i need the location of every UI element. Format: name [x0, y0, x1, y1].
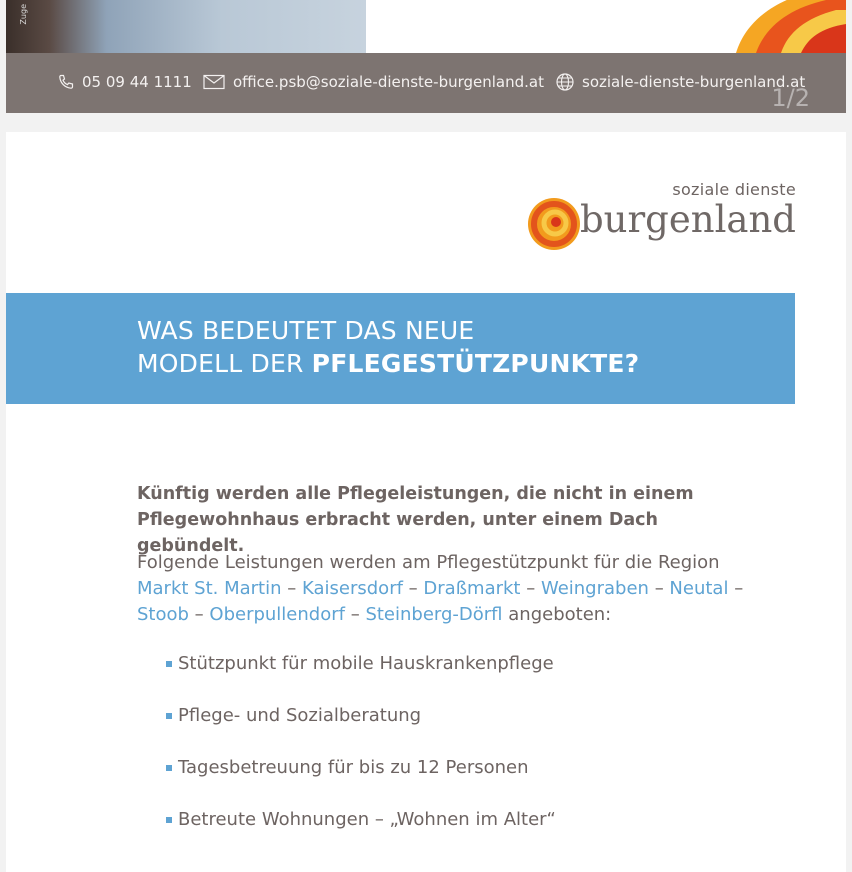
flame-graphic	[726, 0, 846, 53]
region-separator: –	[194, 604, 204, 625]
logo-name: burgenland	[579, 198, 796, 241]
services-list	[166, 652, 556, 860]
contact-bar	[6, 53, 846, 113]
region-paragraph	[137, 550, 777, 628]
previous-page	[6, 0, 846, 113]
paragraph-suffix: angeboten:	[508, 604, 612, 625]
headline-line-2	[137, 349, 639, 378]
email-address: office.psb@soziale-dienste-burgenland.at	[233, 73, 544, 91]
envelope-icon	[203, 74, 225, 90]
region-name: Draßmarkt	[423, 578, 521, 599]
region-name: Steinberg-Dörfl	[365, 604, 503, 625]
phone-icon	[58, 74, 74, 90]
page-indicator: 1/2	[771, 84, 810, 112]
region-name: Weingraben	[540, 578, 649, 599]
headline-line-1: WAS BEDEUTET DAS NEUE	[137, 316, 475, 345]
region-name: Markt St. Martin	[137, 578, 282, 599]
email-contact[interactable]	[203, 73, 544, 91]
headline-banner	[6, 293, 795, 404]
logo-subtitle: soziale dienste	[672, 180, 796, 199]
web-contact[interactable]	[556, 73, 805, 91]
region-separator: –	[734, 578, 744, 599]
globe-icon	[556, 73, 574, 91]
list-item: Betreute Wohnungen – „Wohnen im Alter“	[166, 808, 556, 832]
list-item: Pflege- und Sozialberatung	[166, 704, 556, 728]
region-separator: –	[408, 578, 418, 599]
list-item: Tagesbetreuung für bis zu 12 Personen	[166, 756, 556, 780]
document-page	[6, 132, 846, 872]
region-name: Kaisersdorf	[302, 578, 403, 599]
list-item: Stützpunkt für mobile Hauskrankenpflege	[166, 652, 556, 676]
brand-logo	[526, 176, 796, 256]
header-photo	[6, 0, 366, 53]
headline-emphasis: PFLEGESTÜTZPUNKTE?	[311, 349, 640, 378]
paragraph-prefix: Folgende Leistungen werden am Pflegestützpunkt für die Region	[137, 552, 720, 573]
phone-contact[interactable]	[58, 73, 192, 91]
intro-text: Künftig werden alle Pflegeleistungen, die nicht in einem Pflegewohnhaus erbracht werden, unter einem Dach gebündelt.	[137, 484, 694, 556]
headline-prefix: MODELL DER	[137, 349, 312, 378]
website-url: soziale-dienste-burgenland.at	[582, 73, 806, 91]
region-separator: –	[526, 578, 536, 599]
region-name: Oberpullendorf	[209, 604, 345, 625]
photo-caption: Zuge	[19, 4, 28, 25]
region-separator: –	[287, 578, 297, 599]
region-separator: –	[654, 578, 664, 599]
flame-logo-icon	[526, 194, 586, 254]
region-name: Neutal	[669, 578, 729, 599]
region-separator: –	[350, 604, 360, 625]
region-name: Stoob	[137, 604, 189, 625]
phone-number: 05 09 44 1111	[82, 73, 192, 91]
